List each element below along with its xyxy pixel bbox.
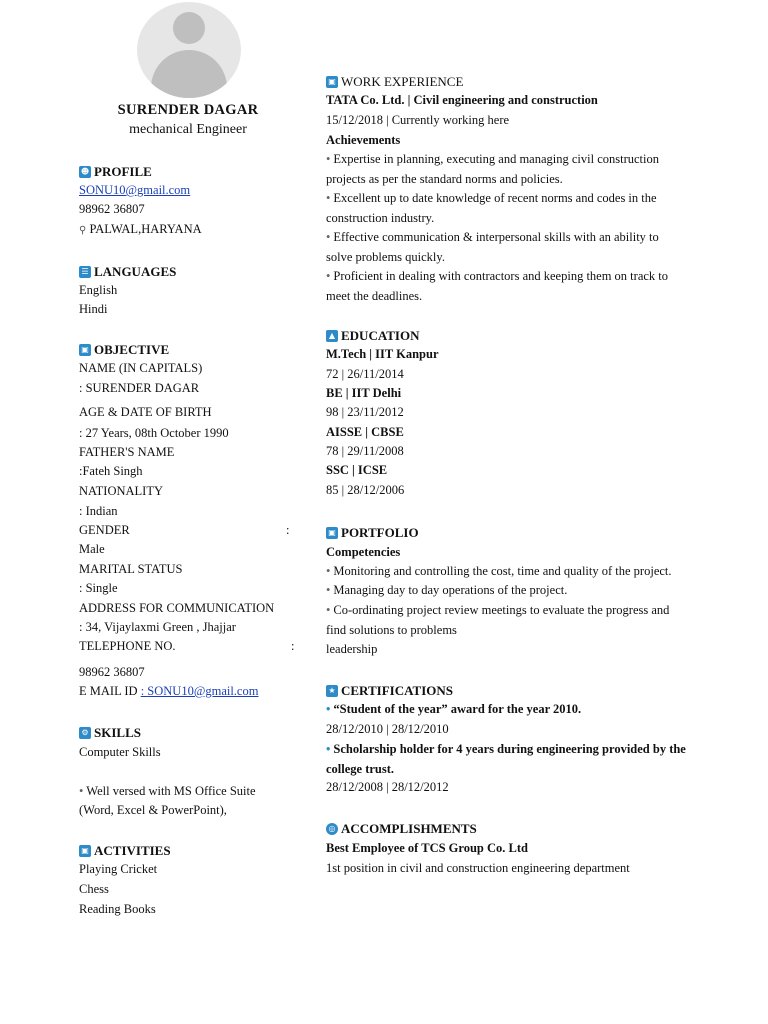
bullet: •: [326, 564, 331, 578]
objective-line: AGE & DATE OF BIRTH: [79, 405, 212, 419]
activity-item: Reading Books: [79, 902, 156, 916]
work-bullet: [326, 150, 688, 189]
accomplishment-detail: 1st position in civil and construction engineering department: [326, 861, 630, 875]
activities-icon: ▣: [79, 845, 91, 857]
objective-line: NAME (IN CAPITALS): [79, 361, 203, 375]
bullet: •: [326, 583, 331, 597]
objective-icon: ▣: [79, 344, 91, 356]
portfolio-bullet-text: Co-ordinating project review meetings to evaluate the progress and find solutions to problems: [326, 603, 670, 637]
education-detail: 72 | 26/11/2014: [326, 367, 404, 381]
work-bullet: [326, 189, 688, 228]
education-detail: 85 | 28/12/2006: [326, 483, 405, 497]
objective-line: MARITAL STATUS: [79, 562, 183, 576]
profile-heading-label: PROFILE: [94, 164, 152, 179]
certification-dates: 28/12/2010 | 28/12/2010: [326, 722, 449, 736]
skills-heading: [79, 725, 141, 741]
work-bullet: [326, 228, 688, 267]
skills-icon: ⚙: [79, 727, 91, 739]
objective-email-label: E MAIL ID: [79, 684, 141, 698]
education-detail: 98 | 23/11/2012: [326, 405, 404, 419]
education-degree: AISSE | CBSE: [326, 425, 404, 439]
bullet: •: [326, 269, 331, 283]
portfolio-bullet: [326, 562, 688, 582]
profile-icon: ☻: [80, 167, 90, 176]
portfolio-extra: leadership: [326, 642, 378, 656]
education-heading-label: EDUCATION: [341, 328, 420, 343]
skills-heading-label: SKILLS: [94, 725, 141, 740]
bullet: •: [326, 152, 331, 166]
objective-line: GENDER: [79, 523, 130, 537]
work-bullet-text: Excellent up to date knowledge of recent norms and codes in the construction industry.: [326, 191, 657, 225]
avatar: [137, 2, 241, 98]
profile-heading: [79, 164, 152, 180]
accomplishment-title: Best Employee of TCS Group Co. Ltd: [326, 841, 528, 855]
activities-heading: [79, 843, 171, 859]
portfolio-bullet: [326, 581, 688, 601]
profile-location-text: PALWAL,HARYANA: [89, 222, 202, 236]
certification-title: [326, 700, 688, 720]
work-period: 15/12/2018 | Currently working here: [326, 113, 510, 127]
portfolio-icon: ▣: [326, 527, 338, 539]
portfolio-heading: [326, 525, 419, 541]
objective-line: : 34, Vijaylaxmi Green , Jhajjar: [79, 620, 236, 634]
work-achievements-label: Achievements: [326, 133, 401, 147]
objective-line: ADDRESS FOR COMMUNICATION: [79, 601, 275, 615]
skills-line: Computer Skills: [79, 745, 161, 759]
activity-item: Playing Cricket: [79, 862, 158, 876]
work-bullet-text: Proficient in dealing with contractors and keeping them on track to meet the deadlines.: [326, 269, 669, 303]
objective-line: : Single: [79, 581, 118, 595]
certifications-heading-label: CERTIFICATIONS: [341, 683, 453, 698]
accomplishments-heading: [326, 821, 477, 837]
portfolio-subheading: Competencies: [326, 545, 401, 559]
portfolio-heading-label: PORTFOLIO: [341, 525, 419, 540]
accomplishments-heading-label: ACCOMPLISHMENTS: [341, 821, 477, 836]
bullet: •: [326, 191, 331, 205]
certifications-heading: [326, 683, 453, 699]
work-heading-label: WORK EXPERIENCE: [341, 74, 464, 89]
skills-line-text: Well versed with MS Office Suite: [86, 784, 256, 798]
profile-location: [79, 222, 202, 237]
work-company: TATA Co. Ltd. | Civil engineering and construction: [326, 93, 598, 107]
objective-email-link[interactable]: SONU10@gmail.com: [147, 684, 259, 698]
objective-line: FATHER'S NAME: [79, 445, 175, 459]
language-item: English: [79, 283, 118, 297]
candidate-title: mechanical Engineer: [129, 122, 247, 137]
objective-line: : SURENDER DAGAR: [79, 381, 200, 395]
award-icon: ★: [326, 685, 338, 697]
work-bullet-text: Effective communication & interpersonal skills with an ability to solve problems quickly.: [326, 230, 659, 264]
work-heading: [326, 74, 463, 90]
certification-dates: 28/12/2008 | 28/12/2012: [326, 780, 449, 794]
objective-line: : 27 Years, 08th October 1990: [79, 426, 229, 440]
education-degree: M.Tech | IIT Kanpur: [326, 347, 439, 361]
avatar-body-shape: [151, 50, 227, 98]
bullet: •: [79, 784, 84, 798]
education-detail: 78 | 29/11/2008: [326, 444, 404, 458]
certification-title-text: Scholarship holder for 4 years during engineering provided by the college trust.: [326, 742, 686, 776]
language-item: Hindi: [79, 302, 108, 316]
objective-line: TELEPHONE NO.: [79, 639, 176, 653]
certification-title-text: “Student of the year” award for the year 2010.: [333, 702, 582, 716]
objective-colon: :: [286, 523, 290, 537]
education-heading: [326, 328, 420, 344]
objective-colon: :: [291, 639, 295, 653]
education-degree: SSC | ICSE: [326, 463, 388, 477]
portfolio-bullet-text: Monitoring and controlling the cost, time and quality of the project.: [333, 564, 672, 578]
target-icon: ◎: [326, 823, 338, 835]
work-bullet-text: Expertise in planning, executing and managing civil construction projects as per the standard norms and policies.: [326, 152, 660, 186]
objective-line: : Indian: [79, 504, 118, 518]
languages-icon: ☰: [79, 266, 91, 278]
portfolio-bullet: [326, 601, 688, 640]
profile-phone: 98962 36807: [79, 202, 145, 216]
location-pin-icon: ⚲: [79, 225, 87, 236]
languages-heading-label: LANGUAGES: [94, 264, 177, 279]
objective-line: 98962 36807: [79, 665, 145, 679]
activities-heading-label: ACTIVITIES: [94, 843, 171, 858]
activity-item: Chess: [79, 882, 109, 896]
objective-line: :Fateh Singh: [79, 464, 143, 478]
skills-line: [79, 784, 256, 799]
graduation-cap-icon: ▲: [326, 330, 338, 342]
education-degree: BE | IIT Delhi: [326, 386, 402, 400]
bullet: •: [326, 702, 331, 716]
candidate-name: SURENDER DAGAR: [117, 102, 259, 118]
work-bullet: [326, 267, 688, 306]
profile-email-link[interactable]: SONU10@gmail.com: [79, 183, 191, 197]
objective-heading-label: OBJECTIVE: [94, 342, 170, 357]
languages-heading: [79, 264, 176, 280]
skills-line: (Word, Excel & PowerPoint),: [79, 803, 227, 817]
bullet: •: [326, 742, 331, 756]
objective-heading: [79, 342, 169, 358]
profile-email: [79, 183, 190, 198]
portfolio-bullet-text: Managing day to day operations of the project.: [333, 583, 568, 597]
objective-email-sep[interactable]: :: [140, 684, 148, 698]
certification-title: [326, 740, 688, 779]
bullet: •: [326, 230, 331, 244]
objective-line: NATIONALITY: [79, 484, 164, 498]
objective-line: Male: [79, 542, 105, 556]
bullet: •: [326, 603, 331, 617]
avatar-head-shape: [173, 12, 205, 44]
objective-email-row: [79, 684, 258, 699]
briefcase-icon: ▣: [326, 76, 338, 88]
